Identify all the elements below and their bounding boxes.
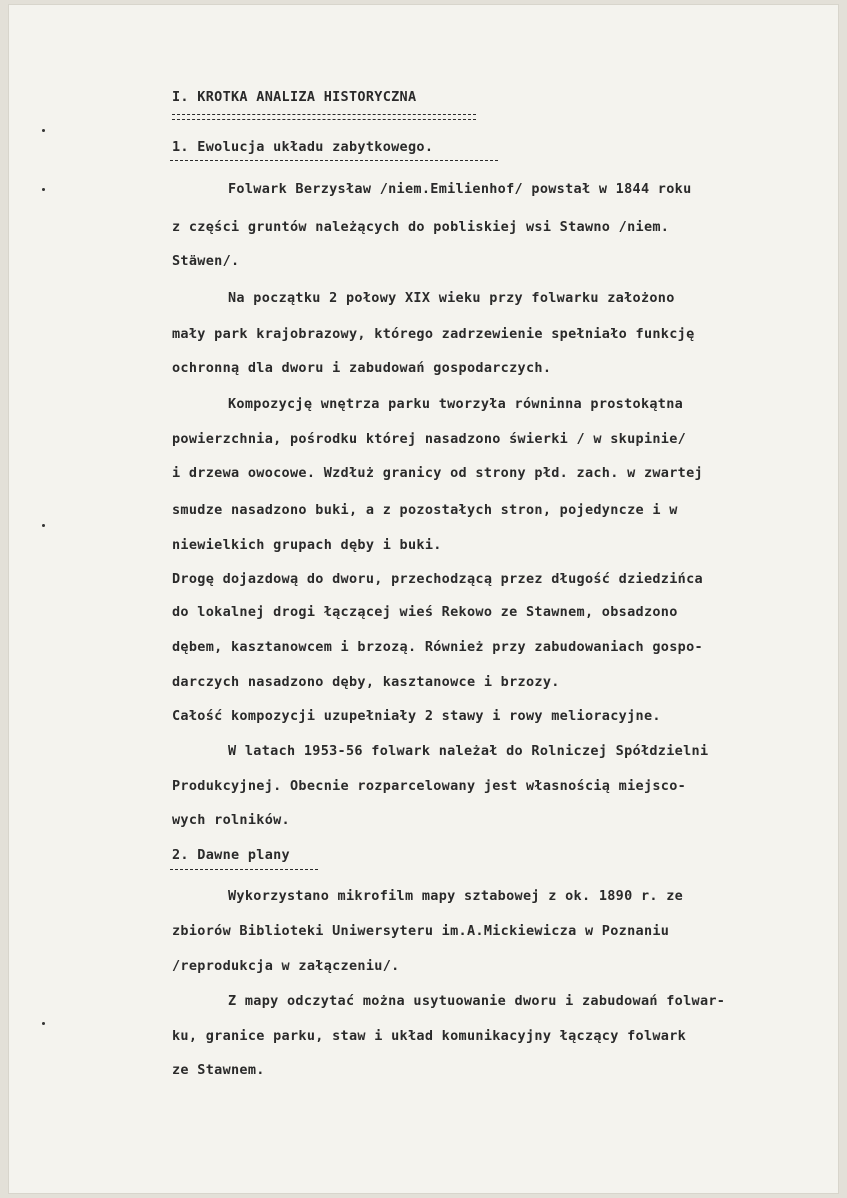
paragraph-line: Na początku 2 połowy XIX wieku przy folwarku założono [228, 290, 675, 306]
paragraph-line: ochronną dla dworu i zabudowań gospodarczych. [172, 360, 552, 376]
section-1-title: 1. Ewolucja układu zabytkowego. [172, 139, 434, 155]
paragraph-line: do lokalnej drogi łączącej wieś Rekowo ze Stawnem, obsadzono [172, 604, 678, 620]
paragraph-line: i drzewa owocowe. Wzdłuż granicy od strony płd. zach. w zwartej [172, 465, 703, 481]
heading-double-underline [172, 114, 476, 120]
paragraph-line: powierzchnia, pośrodku której nasadzono świerki / w skupinie/ [172, 431, 687, 447]
paragraph-line: Drogę dojazdową do dworu, przechodzącą przez długość dziedzińca [172, 571, 703, 587]
paragraph-line: wych rolników. [172, 812, 290, 828]
paragraph-line: dębem, kasztanowcem i brzozą. Również przy zabudowaniach gospo- [172, 639, 703, 655]
paragraph-line: zbiorów Biblioteki Uniwersyteru im.A.Mickiewicza w Poznaniu [172, 923, 670, 939]
paragraph-line: z części gruntów należących do pobliskiej wsi Stawno /niem. [172, 219, 670, 235]
paragraph-line: Z mapy odczytać można usytuowanie dworu i zabudowań folwar- [228, 993, 726, 1009]
section-2-underline [170, 869, 318, 870]
paragraph-line: Folwark Berzysław /niem.Emilienhof/ powstał w 1844 roku [228, 181, 692, 197]
paragraph-line: Kompozycję wnętrza parku tworzyła równinna prostokątna [228, 396, 684, 412]
paragraph-line: Całość kompozycji uzupełniały 2 stawy i rowy melioracyjne. [172, 708, 661, 724]
paragraph-line: Wykorzystano mikrofilm mapy sztabowej z ok. 1890 r. ze [228, 888, 684, 904]
paragraph-line: ku, granice parku, staw i układ komunikacyjny łączący folwark [172, 1028, 687, 1044]
paragraph-line: Stäwen/. [172, 253, 240, 269]
paragraph-line: ze Stawnem. [172, 1062, 265, 1078]
paragraph-line: W latach 1953-56 folwark należał do Rolniczej Spółdzielni [228, 743, 709, 759]
paragraph-line: darczych nasadzono dęby, kasztanowce i brzozy. [172, 674, 560, 690]
paragraph-line: Produkcyjnej. Obecnie rozparcelowany jest własnością miejsco- [172, 778, 687, 794]
paragraph-line: smudze nasadzono buki, a z pozostałych stron, pojedyncze i w [172, 502, 678, 518]
paragraph-line: mały park krajobrazowy, którego zadrzewienie spełniało funkcję [172, 326, 695, 342]
paragraph-line: niewielkich grupach dęby i buki. [172, 537, 442, 553]
document-heading: I. KROTKA ANALIZA HISTORYCZNA [172, 89, 417, 105]
paragraph-line: /reprodukcja w załączeniu/. [172, 958, 400, 974]
section-1-underline [170, 160, 498, 161]
section-2-title: 2. Dawne plany [172, 847, 290, 863]
